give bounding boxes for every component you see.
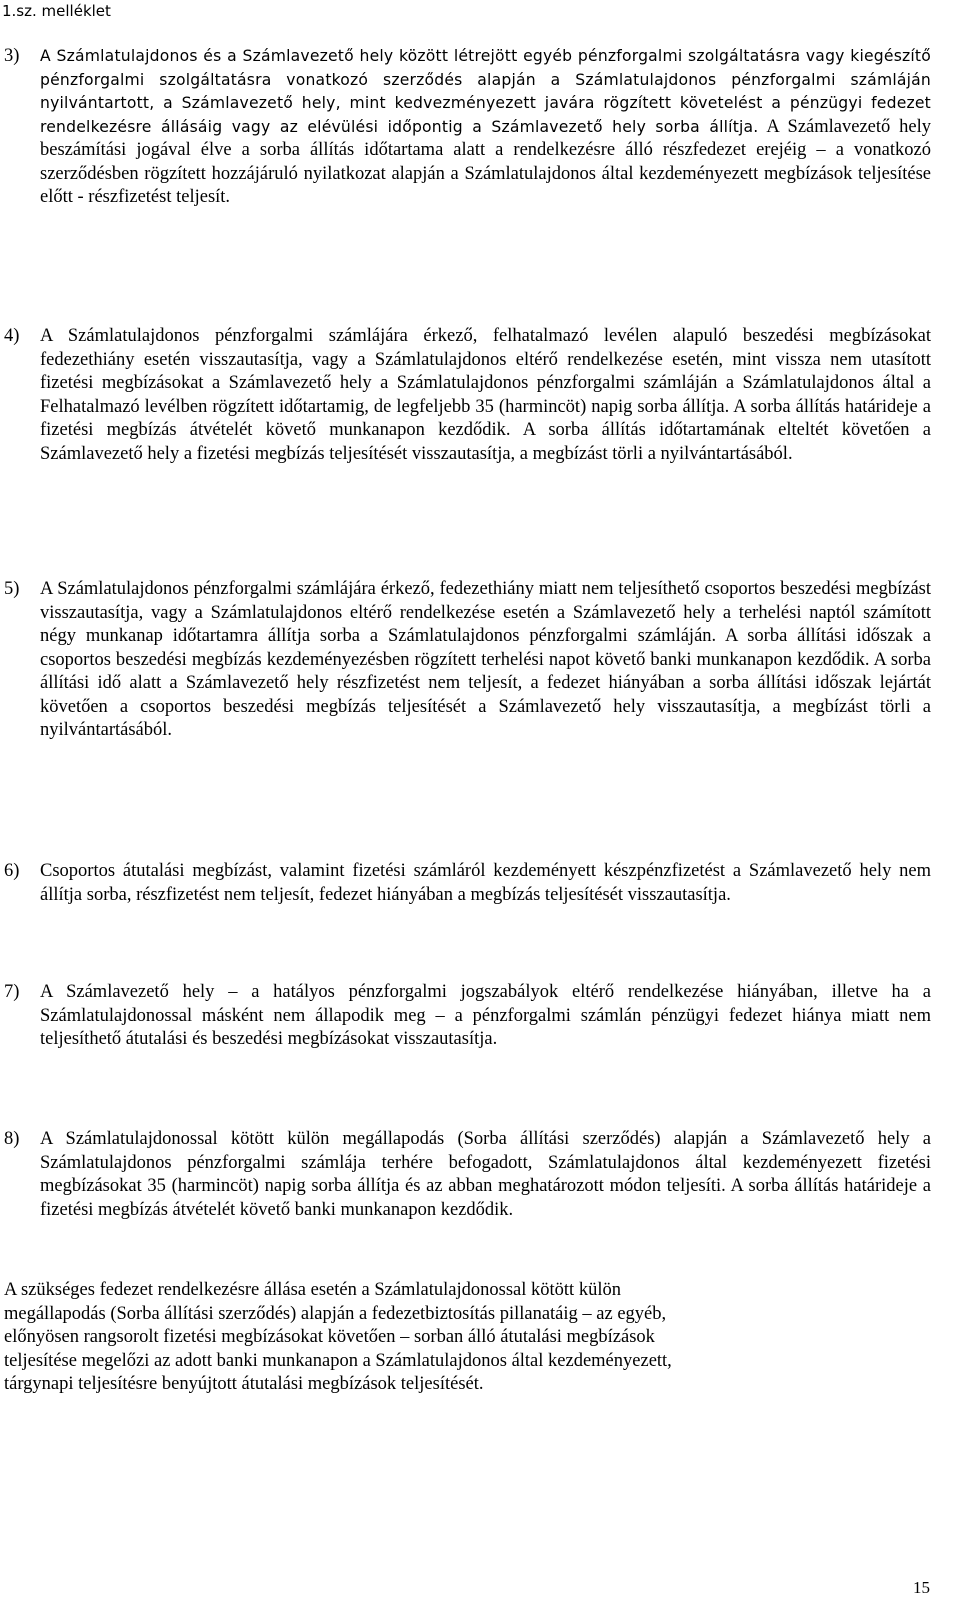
item-text: A Számlatulajdonos pénzforgalmi számlájára érkező, fedezethiány miatt nem teljesíthető csoportos beszedési megbízást visszautasítja, vagy a Számlatulajdonos eltérő rendelkezése esetén a Számlavezető hely a terhelési naptól számított négy munkanap időtartamra állítja sorba a Számlatulajdonos pénzforgalmi számláján. A sorba állítási időszak a csoportos beszedési megbízás kezdeményezésben rögzített terhelési napot követő banki munkanapon kezdődik. A sorba állítási idő alatt a Számlavezető hely részfizetést nem teljesít, a fedezet hiányában a sorba állítási időszak lejártát követően a csoportos beszedési megbízás teljesítését a Számlavezető hely visszautasítja, a megbízást törli a nyilvántartásából. [40,579,931,740]
item-number: 8) [4,1129,20,1149]
closing-line: megállapodás (Sorba állítási szerződés) alapján a fedezetbiztosítás pillanatáig – az egyéb, [4,1303,667,1324]
item-number: 7) [4,982,20,1002]
item-number: 4) [4,326,20,346]
closing-line: A szükséges fedezet rendelkezésre állása esetén a Számlatulajdonossal kötött külön [4,1280,621,1300]
annex-label: 1.sz. melléklet [2,2,111,20]
closing-line: teljesítése megelőzi az adott banki munkanapon a Számlatulajdonos által kezdeményezett, [4,1350,672,1371]
page-number: 15 [913,1578,930,1597]
item-number: 5) [4,579,20,599]
item-text: A Számlatulajdonos pénzforgalmi számlájára érkező, felhatalmazó levélen alapuló beszedési megbízásokat fedezethiány esetén visszautasítja, vagy a Számlatulajdonos eltérő rendelkezése esetén, mint vissza nem utasított fizetési megbízásokat a Számlavezető hely a Számlatulajdonos pénzforgalmi számláján a Számlatulajdonos által a Felhatalmazó levélben rögzített időtartamig, de legfeljebb 35 (harmincöt) napig sorba állítja. A sorba állítás határideje a fizetési megbízás átvételét követő munkanapon kezdődik. A sorba állítás időtartamának elteltét követően a Számlavezető hely a fizetési megbízás teljesítését visszautasítja, a megbízást törli a nyilvántartásából. [40,326,931,464]
item-text-sans-part: A Számlatulajdonos és a Számlavezető hely között létrejött egyéb pénzforgalmi szolgáltatásra vagy kiegészítő pénzforgalmi szolgáltatásra vonatkozó szerződés alapján a Számlatulajdonos pénzforgalmi számláján nyilvántartott, a Számlavezető hely, mint kedvezményezett javára rögzített követelést a pénzügyi fedezet rendelkezésre állásáig vagy az elévülési időpontig a Számlavezető hely sorba állítja. [40,47,931,136]
item-text: Csoportos átutalási megbízást, valamint fizetési számláról kezdeményett készpénzfizetést a Számlavezető hely nem állítja sorba, részfizetést nem teljesít, fedezet hiányában a megbízás teljesítését visszautasítja. [40,861,931,905]
closing-line: előnyösen rangsorolt fizetési megbízásokat követően – sorban álló átutalási megbízások [4,1327,655,1347]
item-text: A Számlatulajdonossal kötött külön megállapodás (Sorba állítási szerződés) alapján a Számlavezető hely a Számlatulajdonos pénzforgalmi számlája terhére befogadott, Számlatulajdonos által kezdeményezett fizetési megbízásokat 35 (harmincöt) napig sorba állítja és az abban meghatározott módon teljesíti. A sorba állítás határideje a fizetési megbízás átvételét követő banki munkanapon kezdődik. [40,1129,931,1220]
item-text: A Számlavezető hely – a hatályos pénzforgalmi jogszabályok eltérő rendelkezése hiányában, illetve ha a Számlatulajdonossal másként nem állapodik meg – a pénzforgalmi számlán pénzügyi fedezet hiánya miatt nem teljesíthető átutalási és beszedési megbízásokat visszautasítja. [40,982,931,1049]
item-text-serif-part: A Számlavezető hely beszámítási jogával élve a sorba állítás időtartama alatt a rendelkezésre álló részfedezet erejéig – a vonatkozó szerződésben rögzített hozzájáruló nyilatkozat alapján a Számlatulajdonos által kezdeményezett megbízások teljesítése előtt - részfizetést teljesít. [40,116,931,207]
item-number: 3) [4,46,20,66]
closing-paragraph [4,1279,904,1397]
item-number: 6) [4,861,20,881]
item-text [40,45,931,210]
closing-line: tárgynapi teljesítésre benyújtott átutalási megbízások teljesítését. [4,1374,484,1394]
